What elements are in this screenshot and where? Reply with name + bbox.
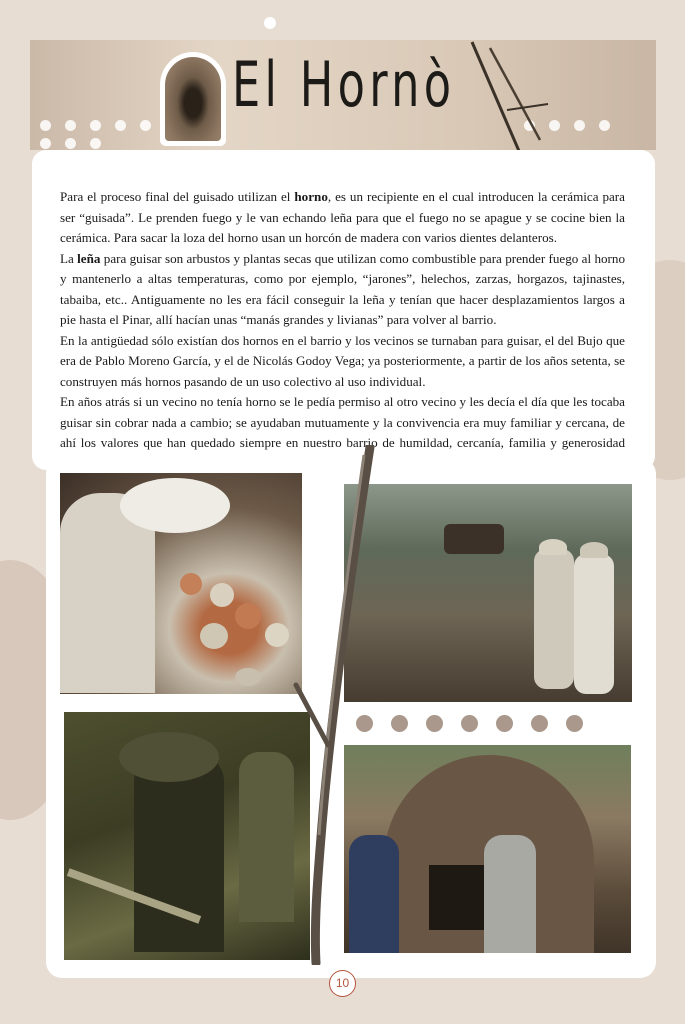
decorative-dot: [264, 17, 276, 29]
page-title: El Hornò: [232, 48, 456, 121]
paragraph: La leña para guisar son arbustos y plantas secas que utilizan como combustible para prender fuego al horno y mantenerlo a altas temperaturas, como por ejemplo, “jarones”, helechos, zarzas, horgazos, tajinastes, tabaiba, etc.. Antiguamente no les era fácil conseguir la leña y tenían que hacer desplazamientos largos a pie hasta el Pinar, allí hacían unas “manás grandes y livianas” para volver al barrio.: [60, 250, 625, 327]
paragraph: En años atrás si un vecino no tenía horno se le pedía permiso al otro vecino y les decía el día que les tocaba guisar sin cobrar nada a cambio; se ayudaban mutuamente y la convivencia era muy familiar y cercana, de ahí los valores que han quedado siempre en nuestro barrio de humildad, cercanía, familia y generosidad: [60, 394, 625, 450]
bold-term: leña: [77, 250, 101, 266]
paragraph: En la antigüedad sólo existían dos hornos en el barrio y los vecinos se turnaban para guisar, el del Bujo que era de Pablo Moreno García, y el de Nicolás Godoy Vega; ya posteriormente, a partir de los años setenta, se construyen más hornos pasando de un uso colectivo al uso individual.: [60, 332, 625, 389]
twig-decoration-icon: [462, 40, 552, 160]
decorative-dots: [356, 715, 646, 739]
photo-two-men-at-dome-oven: [344, 745, 631, 953]
article-body: [60, 187, 625, 474]
photo-two-men-by-oven: [344, 484, 632, 702]
page-number: 10: [329, 970, 356, 997]
wooden-stick-decoration-icon: [292, 445, 382, 965]
bold-term: horno: [294, 189, 328, 204]
photo-man-at-oven-with-pottery: [60, 473, 302, 694]
paragraph: Para el proceso final del guisado utilizan el horno, es un recipiente en el cual introducen la cerámica para ser “guisada”. Le prenden fuego y le van echando leña para que el fuego no se apague y se cocine bien la cerámica. Para sacar la loza del horno usan un horcón de madera con varios dientes delanteros.: [60, 189, 625, 245]
photo-villagers-removing-pottery: [64, 712, 310, 960]
oven-thumbnail-image: [160, 52, 226, 146]
